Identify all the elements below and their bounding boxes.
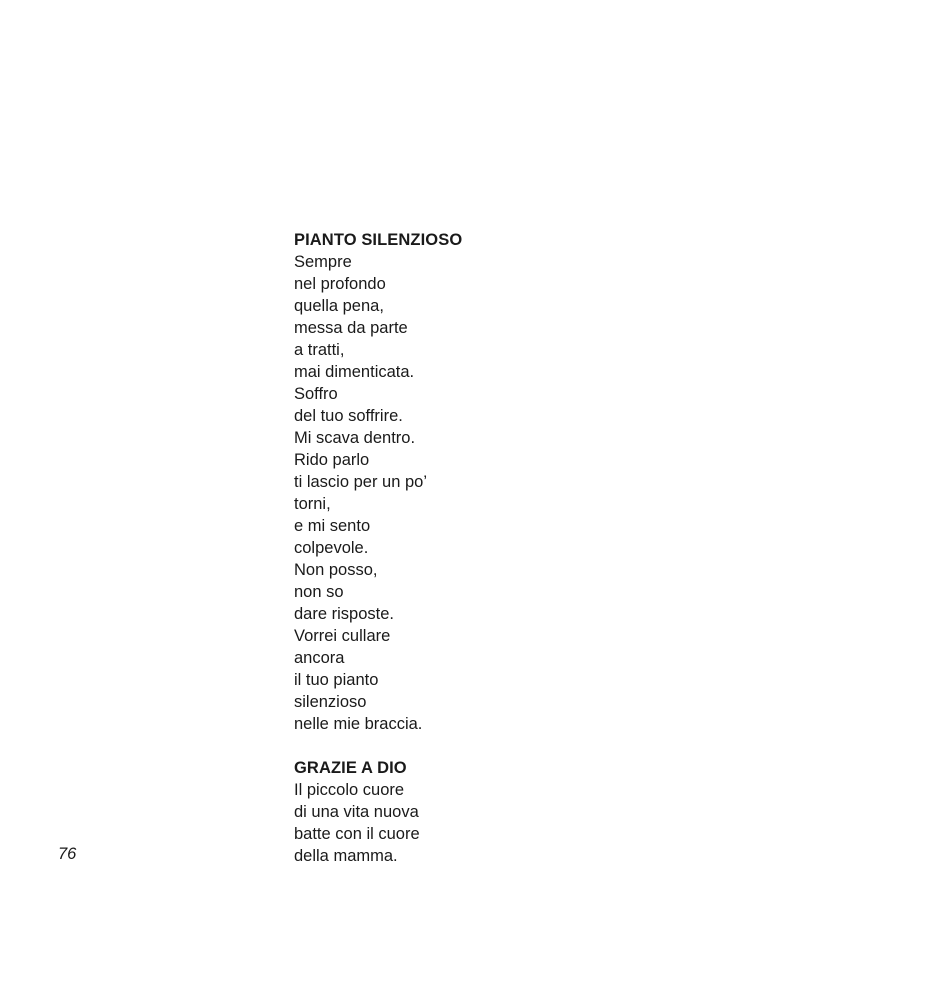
poem-title: GRAZIE A DIO bbox=[294, 759, 407, 777]
poem-line: messa da parte bbox=[294, 319, 408, 337]
poem-line: Soffro bbox=[294, 385, 338, 403]
poem-line: Mi scava dentro. bbox=[294, 429, 416, 447]
poem-line: quella pena, bbox=[294, 297, 384, 315]
poem-line: il tuo pianto bbox=[294, 671, 379, 689]
poem-line: batte con il cuore bbox=[294, 825, 420, 843]
poem-line: nelle mie braccia. bbox=[294, 715, 423, 733]
poem-line: Non posso, bbox=[294, 561, 378, 579]
poem-title: PIANTO SILENZIOSO bbox=[294, 231, 463, 249]
poem-pianto-silenzioso bbox=[294, 229, 694, 735]
poem-line: di una vita nuova bbox=[294, 803, 419, 821]
poem-line: dare risposte. bbox=[294, 605, 394, 623]
poem-line: non so bbox=[294, 583, 344, 601]
poem-line: nel profondo bbox=[294, 275, 386, 293]
poem-line: Rido parlo bbox=[294, 451, 370, 469]
poem-line: ancora bbox=[294, 649, 345, 667]
poem-line: Vorrei cullare bbox=[294, 627, 391, 645]
poem-line: silenzioso bbox=[294, 693, 367, 711]
poem-line: e mi sento bbox=[294, 517, 371, 535]
poem-line: Il piccolo cuore bbox=[294, 781, 405, 799]
poem-line: colpevole. bbox=[294, 539, 369, 557]
poem-line: della mamma. bbox=[294, 847, 398, 865]
poem-line: a tratti, bbox=[294, 341, 345, 359]
poem-line: Sempre bbox=[294, 253, 352, 271]
poem-line: del tuo soffrire. bbox=[294, 407, 403, 425]
page-number: 76 bbox=[58, 845, 77, 863]
poem-line: mai dimenticata. bbox=[294, 363, 415, 381]
poem-line: ti lascio per un po’ bbox=[294, 473, 427, 491]
poem-line: torni, bbox=[294, 495, 331, 513]
poem-grazie-a-dio bbox=[294, 757, 694, 867]
